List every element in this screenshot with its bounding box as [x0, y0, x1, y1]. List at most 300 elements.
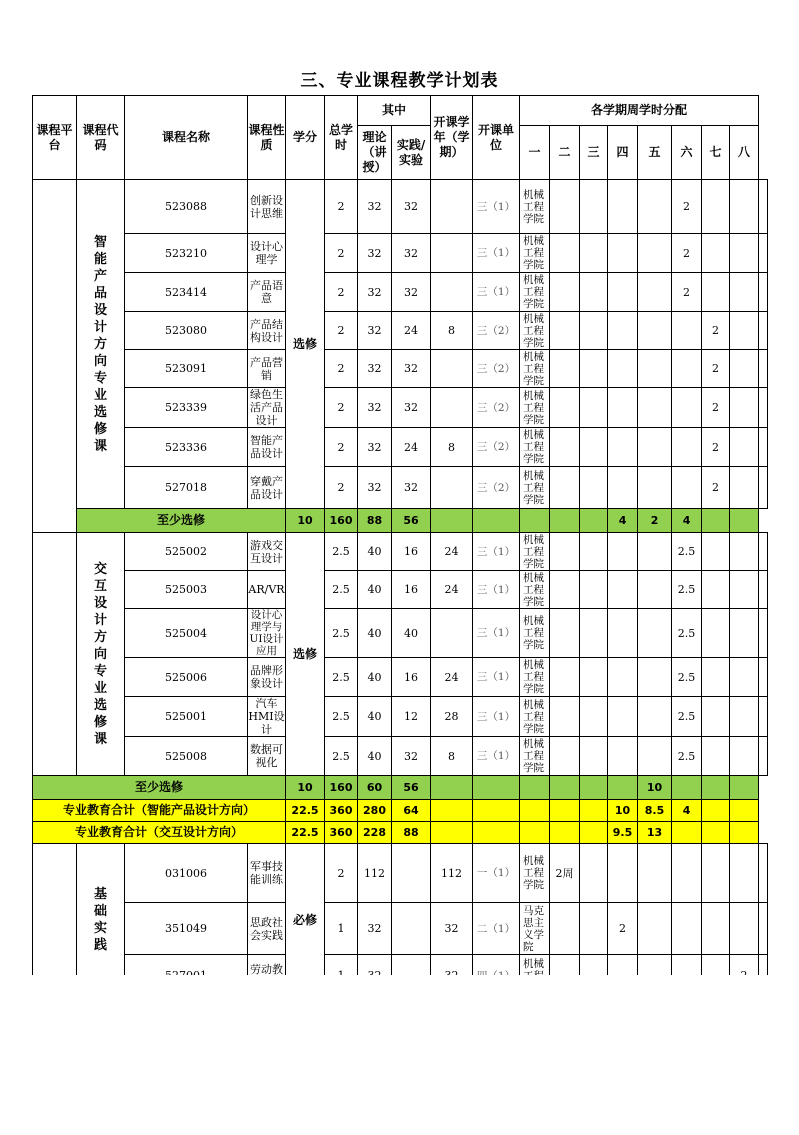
course-code: 031006: [125, 844, 248, 903]
semester-hours-cell: [550, 903, 580, 955]
unit-cell: 机械工程学院: [520, 312, 550, 350]
hours-cell: 40: [358, 737, 392, 776]
platform-char: 能: [93, 251, 107, 267]
semester-hours-cell: [702, 903, 730, 955]
semester-hours-cell: 9.5: [608, 822, 638, 844]
semester-hours-cell: [638, 234, 672, 273]
year-cell: 三（1）: [473, 737, 520, 776]
table-row: [33, 844, 768, 903]
hours-cell: 32: [358, 350, 392, 388]
course-code: 523414: [125, 273, 248, 312]
semester-hours-cell: [702, 737, 730, 776]
semester-hours-cell: [608, 533, 638, 571]
semester-hours-cell: [730, 571, 759, 609]
semester-hours-cell: [550, 737, 580, 776]
credit-cell: 22.5: [286, 822, 325, 844]
practice-cell: 8: [431, 312, 473, 350]
semester-hours-cell: [608, 273, 638, 312]
semester-hours-cell: [550, 273, 580, 312]
semester-hours-cell: 2: [672, 180, 702, 234]
platform-char: 互: [93, 578, 107, 594]
semester-hours-cell: [638, 533, 672, 571]
year-cell: 三（2）: [473, 312, 520, 350]
semester-hours-cell: [759, 903, 768, 955]
subtotal-label: 至少选修: [33, 776, 286, 800]
unit-cell: 机械工程学院: [520, 609, 550, 658]
header-unit: 开课单位: [473, 96, 520, 180]
table-row: [33, 609, 768, 658]
hours-cell: 32: [358, 180, 392, 234]
semester-hours-cell: [759, 428, 768, 467]
semester-hours-cell: 2: [702, 312, 730, 350]
theory-cell: 40: [392, 609, 431, 658]
semester-hours-cell: [759, 388, 768, 428]
platform-outer-cell: [33, 180, 77, 533]
semester-hours-cell: [730, 903, 759, 955]
course-name: 产品语意: [248, 273, 286, 312]
semester-hours-cell: [608, 571, 638, 609]
semester-hours-cell: [580, 509, 608, 533]
semester-hours-cell: [550, 180, 580, 234]
platform-char: 计: [93, 319, 107, 335]
platform-outer-cell: [33, 533, 77, 776]
platform-label: [77, 180, 125, 509]
practice-cell: 64: [392, 800, 431, 822]
course-name: 军事技能训练: [248, 844, 286, 903]
credit-cell: 2.5: [325, 571, 358, 609]
platform-char: 课: [93, 731, 107, 747]
table-row: [33, 697, 768, 737]
hours-cell: 32: [358, 312, 392, 350]
course-name: 穿戴产品设计: [248, 467, 286, 509]
hours-cell: 40: [358, 609, 392, 658]
hours-cell: 160: [325, 509, 358, 533]
course-code: 525002: [125, 533, 248, 571]
practice-cell: [431, 467, 473, 509]
semester-hours-cell: [520, 822, 550, 844]
course-code: 527018: [125, 467, 248, 509]
semester-hours-cell: [550, 312, 580, 350]
course-code: 351049: [125, 903, 248, 955]
year-cell: [431, 822, 473, 844]
course-code: 525001: [125, 697, 248, 737]
header-platform: 课程平台: [33, 96, 77, 180]
semester-hours-cell: [638, 571, 672, 609]
year-cell: 二（1）: [473, 903, 520, 955]
course-name: 产品结构设计: [248, 312, 286, 350]
semester-hours-cell: 8.5: [638, 800, 672, 822]
subtotal-label: 专业教育合计（智能产品设计方向）: [33, 800, 286, 822]
course-plan-sheet: [32, 95, 768, 1070]
credit-cell: 2: [325, 180, 358, 234]
subtotal-row: [33, 822, 768, 844]
year-cell: [431, 800, 473, 822]
theory-cell: 32: [392, 234, 431, 273]
table-row: [33, 180, 768, 234]
credit-cell: 10: [286, 509, 325, 533]
semester-hours-cell: [730, 312, 759, 350]
theory-cell: 32: [392, 388, 431, 428]
header-semester: 四: [608, 126, 638, 180]
theory-cell: 32: [392, 467, 431, 509]
theory-cell: [392, 844, 431, 903]
semester-hours-cell: [550, 388, 580, 428]
theory-cell: 24: [392, 312, 431, 350]
course-name: 设计心理学: [248, 234, 286, 273]
platform-char: 业: [93, 680, 107, 696]
practice-cell: [431, 234, 473, 273]
semester-hours-cell: [702, 844, 730, 903]
semester-hours-cell: [759, 533, 768, 571]
semester-hours-cell: [759, 609, 768, 658]
semester-hours-cell: [759, 234, 768, 273]
unit-cell: 机械工程学院: [520, 273, 550, 312]
semester-hours-cell: [702, 571, 730, 609]
semester-hours-cell: [730, 350, 759, 388]
credit-cell: 1: [325, 903, 358, 955]
semester-hours-cell: [638, 312, 672, 350]
semester-hours-cell: [730, 737, 759, 776]
year-cell: [431, 776, 473, 800]
platform-char: 课: [93, 438, 107, 454]
year-cell: 三（2）: [473, 428, 520, 467]
semester-hours-cell: [520, 509, 550, 533]
year-cell: 三（1）: [473, 533, 520, 571]
header-semester: 二: [550, 126, 580, 180]
semester-hours-cell: [672, 388, 702, 428]
semester-hours-cell: [702, 776, 730, 800]
semester-hours-cell: [608, 697, 638, 737]
course-name: 设计心理学与UI设计应用: [249, 609, 284, 657]
credit-cell: 22.5: [286, 800, 325, 822]
semester-hours-cell: [702, 609, 730, 658]
semester-hours-cell: [638, 697, 672, 737]
semester-hours-cell: [580, 273, 608, 312]
table-row: [33, 350, 768, 388]
semester-hours-cell: [638, 350, 672, 388]
course-code: 525006: [125, 658, 248, 697]
semester-hours-cell: [730, 658, 759, 697]
unit-cell: [473, 822, 520, 844]
semester-hours-cell: [550, 609, 580, 658]
theory-cell: 60: [358, 776, 392, 800]
credit-cell: 2: [325, 388, 358, 428]
semester-hours-cell: [608, 467, 638, 509]
semester-hours-cell: 2: [702, 350, 730, 388]
course-name: 游戏交互设计: [248, 533, 286, 571]
theory-cell: 16: [392, 533, 431, 571]
unit-cell: 机械: [520, 955, 550, 997]
hours-cell: 32: [358, 234, 392, 273]
course-name: 产品营销: [248, 350, 286, 388]
semester-hours-cell: 2.5: [672, 697, 702, 737]
header-theory: 理论（讲授）: [358, 126, 392, 180]
semester-hours-cell: [759, 350, 768, 388]
credit-cell: 2: [325, 312, 358, 350]
semester-hours-cell: [608, 658, 638, 697]
semester-hours-cell: [759, 180, 768, 234]
semester-hours-cell: 4: [672, 800, 702, 822]
semester-hours-cell: [702, 697, 730, 737]
semester-hours-cell: 2.5: [672, 737, 702, 776]
hours-cell: 32: [358, 467, 392, 509]
platform-char: 产: [93, 268, 107, 284]
theory-cell: 16: [392, 571, 431, 609]
hours-cell: 32: [358, 388, 392, 428]
course-nature: 选修: [286, 533, 325, 776]
semester-hours-cell: [730, 509, 759, 533]
course-name: 思政社会实践: [248, 903, 286, 955]
platform-char: 品: [93, 285, 107, 301]
semester-hours-cell: [608, 844, 638, 903]
table-row: [33, 467, 768, 509]
semester-hours-cell: [580, 844, 608, 903]
semester-hours-cell: [638, 658, 672, 697]
theory-cell: 32: [392, 273, 431, 312]
unit-cell: [473, 776, 520, 800]
credit-cell: 2: [325, 428, 358, 467]
course-code: 523080: [125, 312, 248, 350]
hours-cell: 40: [358, 658, 392, 697]
credit-cell: 2.5: [325, 697, 358, 737]
semester-hours-cell: [580, 533, 608, 571]
platform-label: [77, 533, 125, 776]
semester-hours-cell: [638, 737, 672, 776]
theory-cell: 32: [392, 180, 431, 234]
semester-hours-cell: [608, 388, 638, 428]
semester-hours-cell: [672, 428, 702, 467]
unit-cell: 马克思主义学院: [520, 903, 550, 955]
platform-char: 业: [93, 387, 107, 403]
platform-char: 选: [93, 404, 107, 420]
platform-char: 计: [93, 612, 107, 628]
semester-hours-cell: [730, 234, 759, 273]
semester-hours-cell: [759, 697, 768, 737]
year-cell: 三（1）: [473, 234, 520, 273]
semester-hours-cell: [608, 776, 638, 800]
header-nature: 课程性质: [248, 96, 286, 180]
course-name: 汽车HMI设计: [248, 697, 285, 736]
semester-hours-cell: [730, 776, 759, 800]
unit-cell: 机械工程学院: [520, 467, 550, 509]
platform-char: 设: [93, 302, 107, 318]
practice-cell: 24: [431, 658, 473, 697]
semester-hours-cell: [580, 658, 608, 697]
semester-hours-cell: [550, 776, 580, 800]
semester-hours-cell: [638, 273, 672, 312]
course-name: 数据可视化: [248, 737, 286, 776]
hours-cell: 160: [325, 776, 358, 800]
semester-hours-cell: 2.5: [672, 609, 702, 658]
platform-char: 选: [93, 697, 107, 713]
semester-hours-cell: [702, 658, 730, 697]
theory-cell: 280: [358, 800, 392, 822]
platform-label: [77, 844, 125, 997]
semester-hours-cell: [550, 533, 580, 571]
unit-cell: 机械工程学院: [520, 844, 550, 903]
semester-hours-cell: [672, 903, 702, 955]
header-total-hours: 总学时: [325, 96, 358, 180]
practice-cell: [431, 388, 473, 428]
subtotal-row: [33, 776, 768, 800]
semester-hours-cell: [672, 350, 702, 388]
year-cell: 三（2）: [473, 388, 520, 428]
credit-cell: 2.5: [325, 609, 358, 658]
year-cell: 三（2）: [473, 467, 520, 509]
unit-cell: 机械工程学院: [520, 697, 550, 737]
semester-hours-cell: [702, 800, 730, 822]
semester-hours-cell: 2: [672, 273, 702, 312]
semester-hours-cell: [550, 509, 580, 533]
semester-hours-cell: [550, 350, 580, 388]
year-cell: 三（1）: [473, 180, 520, 234]
header-semester: 八: [730, 126, 759, 180]
platform-char: 专: [93, 370, 107, 386]
unit-cell: 机械工程学院: [520, 737, 550, 776]
semester-hours-cell: [672, 312, 702, 350]
practice-cell: [431, 273, 473, 312]
semester-hours-cell: [702, 180, 730, 234]
practice-cell: [431, 180, 473, 234]
semester-hours-cell: [580, 800, 608, 822]
header-semester: 一: [520, 126, 550, 180]
platform-char: 向: [93, 646, 107, 662]
semester-hours-cell: [759, 467, 768, 509]
practice-cell: 28: [431, 697, 473, 737]
semester-hours-cell: [580, 388, 608, 428]
semester-hours-cell: [702, 822, 730, 844]
semester-hours-cell: [702, 509, 730, 533]
semester-hours-cell: [550, 822, 580, 844]
semester-hours-cell: [730, 180, 759, 234]
semester-hours-cell: [730, 273, 759, 312]
course-code: 523210: [125, 234, 248, 273]
page-title: 三、专业课程教学计划表: [300, 71, 499, 91]
credit-cell: 2: [325, 234, 358, 273]
semester-hours-cell: 10: [638, 776, 672, 800]
semester-hours-cell: [730, 844, 759, 903]
semester-hours-cell: [608, 737, 638, 776]
platform-char: 修: [93, 421, 107, 437]
semester-hours-cell: [580, 180, 608, 234]
credit-cell: 2.5: [325, 658, 358, 697]
semester-hours-cell: [580, 609, 608, 658]
semester-hours-cell: [580, 428, 608, 467]
course-code: 525008: [125, 737, 248, 776]
semester-hours-cell: [550, 697, 580, 737]
semester-hours-cell: [730, 697, 759, 737]
hours-cell: 32: [358, 273, 392, 312]
semester-hours-cell: [672, 776, 702, 800]
semester-hours-cell: [580, 350, 608, 388]
semester-hours-cell: [608, 234, 638, 273]
semester-hours-cell: 2: [638, 509, 672, 533]
header-semester: 五: [638, 126, 672, 180]
semester-hours-cell: 2.5: [672, 571, 702, 609]
table-row: [33, 903, 768, 955]
year-cell: 三（1）: [473, 273, 520, 312]
platform-char: 专: [93, 663, 107, 679]
table-row: [33, 273, 768, 312]
semester-hours-cell: [580, 737, 608, 776]
semester-hours-cell: [638, 467, 672, 509]
hours-cell: 32: [358, 903, 392, 955]
practice-cell: 24: [431, 533, 473, 571]
semester-hours-cell: [672, 844, 702, 903]
semester-hours-cell: [638, 388, 672, 428]
semester-hours-cell: 2.5: [672, 658, 702, 697]
semester-hours-cell: 2: [702, 428, 730, 467]
practice-cell: 56: [392, 509, 431, 533]
semester-hours-cell: [759, 571, 768, 609]
semester-hours-cell: [608, 180, 638, 234]
semester-hours-cell: [580, 234, 608, 273]
platform-char: 基: [93, 887, 107, 902]
semester-hours-cell: [608, 609, 638, 658]
subtotal-row: [33, 509, 768, 533]
unit-cell: 机械工程学院: [520, 658, 550, 697]
theory-cell: 16: [392, 658, 431, 697]
year-cell: [431, 509, 473, 533]
unit-cell: 机械工程学院: [520, 388, 550, 428]
platform-char: 践: [93, 938, 107, 953]
unit-cell: 机械工程学院: [520, 428, 550, 467]
credit-cell: 2: [325, 350, 358, 388]
course-name: 创新设计思维: [248, 180, 286, 234]
practice-cell: 88: [392, 822, 431, 844]
credit-cell: 2: [325, 467, 358, 509]
unit-cell: [473, 509, 520, 533]
course-code: 523088: [125, 180, 248, 234]
semester-hours-cell: [580, 822, 608, 844]
course-name: 劳动教: [248, 955, 286, 997]
course-nature: 选修: [286, 180, 325, 509]
header-of-which: 其中: [358, 96, 431, 126]
semester-hours-cell: [759, 273, 768, 312]
semester-hours-cell: [759, 658, 768, 697]
semester-hours-cell: [550, 658, 580, 697]
table-row: [33, 428, 768, 467]
semester-hours-cell: [730, 428, 759, 467]
practice-cell: [431, 609, 473, 658]
credit-cell: 2.5: [325, 533, 358, 571]
credit-cell: 2: [325, 273, 358, 312]
header-semester: 三: [580, 126, 608, 180]
semester-hours-cell: [580, 312, 608, 350]
semester-hours-cell: [759, 844, 768, 903]
table-row: [33, 234, 768, 273]
hours-cell: 40: [358, 571, 392, 609]
table-row: [33, 571, 768, 609]
semester-hours-cell: [520, 800, 550, 822]
platform-char: 实: [93, 921, 107, 936]
header-weekly-hours: 各学期周学时分配: [520, 96, 759, 126]
practice-cell: 56: [392, 776, 431, 800]
practice-cell: 8: [431, 737, 473, 776]
hours-cell: 40: [358, 533, 392, 571]
subtotal-label: 至少选修: [77, 509, 286, 533]
platform-char: 向: [93, 353, 107, 369]
semester-hours-cell: [672, 822, 702, 844]
year-cell: 三（1）: [473, 571, 520, 609]
theory-cell: 12: [392, 697, 431, 737]
year-cell: 三（1）: [473, 697, 520, 737]
semester-hours-cell: [730, 467, 759, 509]
platform-char: 智: [93, 234, 107, 250]
semester-hours-cell: [550, 800, 580, 822]
practice-cell: 8: [431, 428, 473, 467]
course-code: 523091: [125, 350, 248, 388]
